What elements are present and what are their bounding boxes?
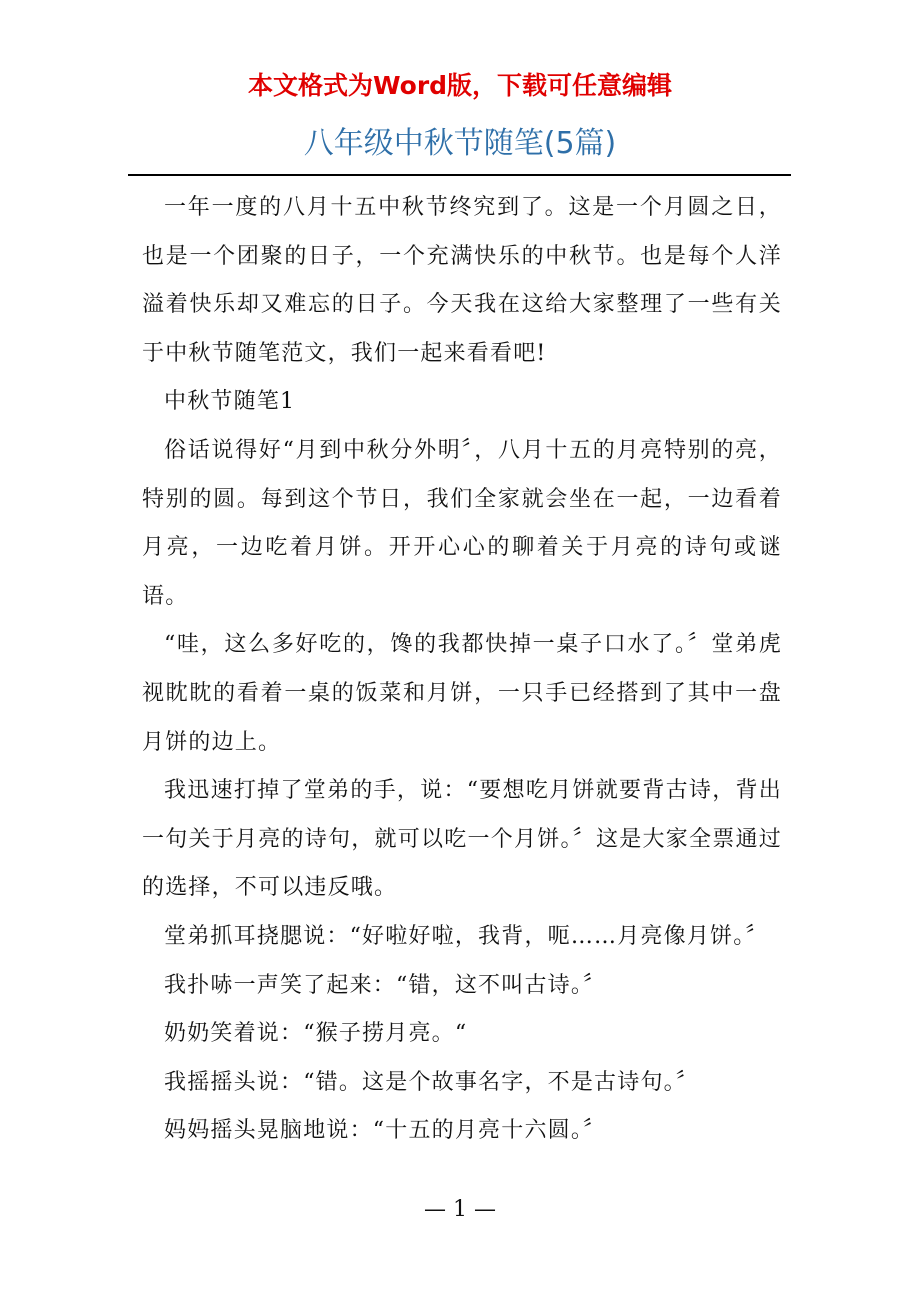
- body-paragraph: “哇，这么多好吃的，馋的我都快掉一桌子口水了。〞堂弟虎视眈眈的看着一桌的饭菜和月饼，一只手已经搭到了其中一盘月饼的边上。: [142, 632, 782, 755]
- document-title: 八年级中秋节随笔(5篇): [303, 126, 617, 161]
- intro-paragraph: 一年一度的八月十五中秋节终究到了。这是一个月圆之日，也是一个团聚的日子，一个充满快乐的中秋节。也是每个人洋溢着快乐却又难忘的日子。今天我在这给大家整理了一些有关于中秋节随笔范文，我们一起来看看吧!: [142, 195, 782, 366]
- body-paragraph: 俗话说得好“月到中秋分外明〞，八月十五的月亮特别的亮，特别的圆。每到这个节日，我们全家就会坐在一起，一边看着月亮，一边吃着月饼。开开心心的聊着关于月亮的诗句或谜语。: [142, 437, 782, 609]
- body-paragraph: 我扑哧一声笑了起来：“错，这不叫古诗。〞: [164, 972, 607, 998]
- body-paragraph: 妈妈摇头晃脑地说：“十五的月亮十六圆。〞: [164, 1118, 607, 1144]
- page-number: — 1 —: [424, 1197, 496, 1222]
- document-body: [142, 184, 782, 1156]
- word-format-banner: 本文格式为Word版，下载可任意编辑: [247, 71, 673, 100]
- section-heading: 中秋节随笔1: [164, 389, 296, 415]
- body-paragraph: 我迅速打掉了堂弟的手，说：“要想吃月饼就要背古诗，背出一句关于月亮的诗句，就可以吃一个月饼。〞这是大家全票通过的选择，不可以违反哦。: [142, 778, 782, 901]
- body-paragraph: 堂弟抓耳挠腮说：“好啦好啦，我背，呃……月亮像月饼。〞: [164, 923, 769, 949]
- title-divider: [128, 174, 791, 176]
- body-paragraph: 奶奶笑着说：“猴子捞月亮。“: [164, 1021, 468, 1047]
- body-paragraph: 我摇摇头说：“错。这是个故事名字，不是古诗句。〞: [164, 1069, 700, 1095]
